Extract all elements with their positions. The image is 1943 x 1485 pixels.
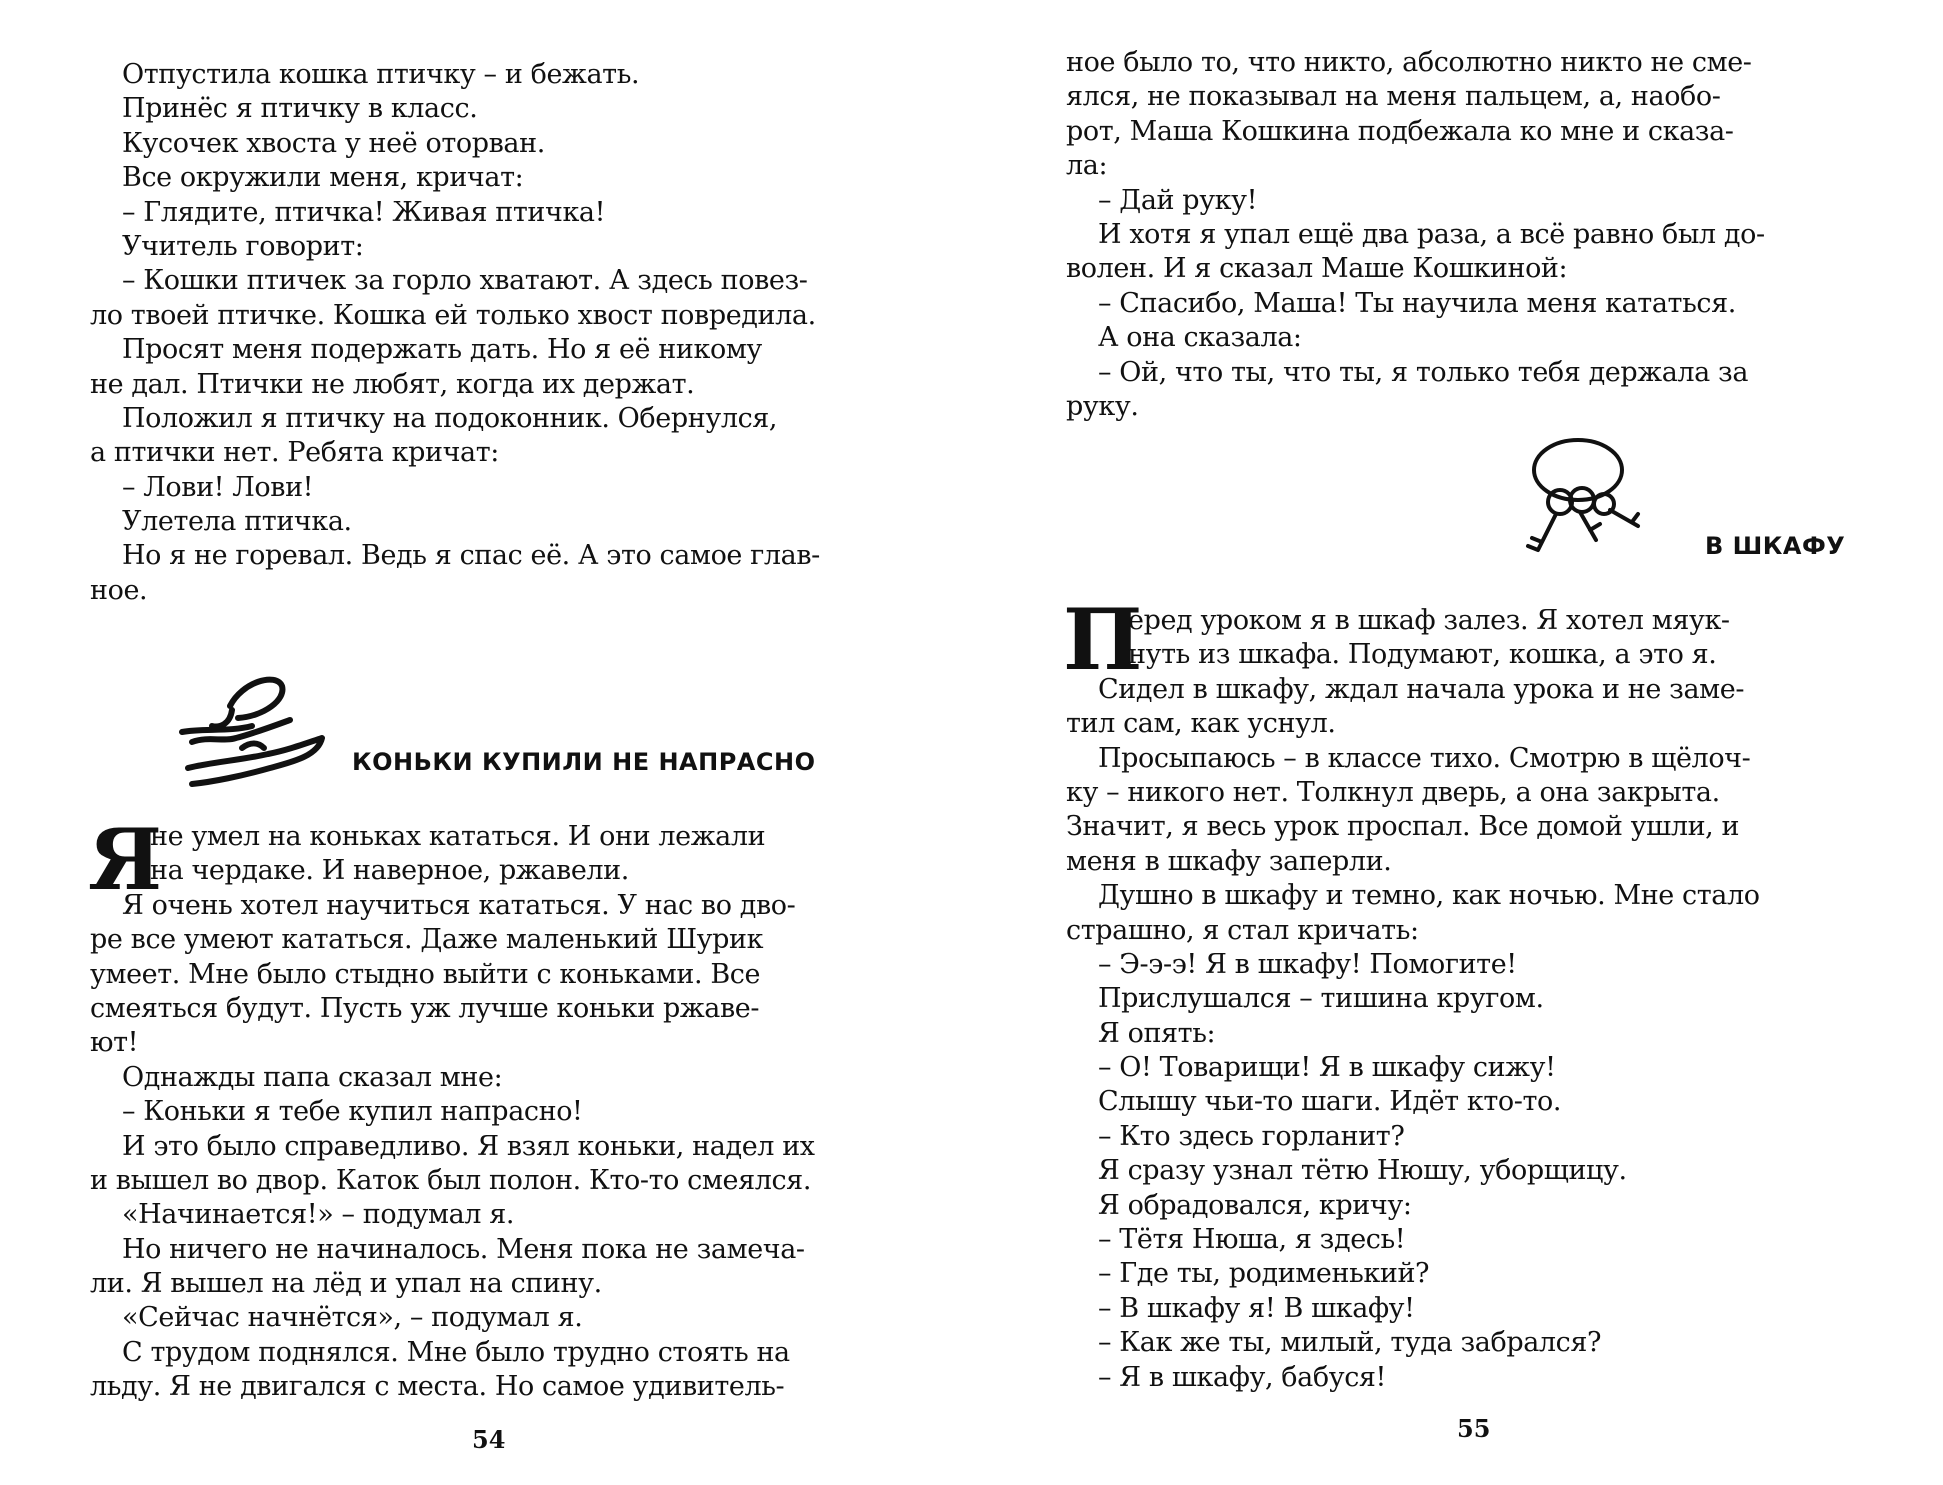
- text-line: ют!: [90, 1027, 139, 1059]
- skates-illustration: [172, 672, 332, 792]
- text-line: – Кошки птичек за горло хватают. А здесь повез-: [122, 265, 808, 297]
- text-line: Слышу чьи-то шаги. Идёт кто-то.: [1098, 1086, 1562, 1118]
- text-line: – Как же ты, милый, туда забрался?: [1098, 1327, 1602, 1359]
- drop-cap: Я: [88, 810, 163, 909]
- text-line: – В шкафу я! В шкафу!: [1098, 1292, 1415, 1324]
- text-line: – О! Товарищи! Я в шкафу сижу!: [1098, 1052, 1556, 1084]
- left-page-top-text: [90, 58, 820, 608]
- page-number-left: 54: [472, 1425, 506, 1454]
- text-line: – Я в шкафу, бабуся!: [1098, 1361, 1387, 1393]
- story-title-skates: КОНЬКИ КУПИЛИ НЕ НАПРАСНО: [352, 748, 816, 776]
- text-line: ку – никого нет. Толкнул дверь, а она закрыта.: [1066, 776, 1720, 808]
- text-line: ло твоей птичке. Кошка ей только хвост повредила.: [90, 299, 816, 331]
- text-line: Принёс я птичку в класс.: [122, 93, 478, 125]
- text-line: ла:: [1066, 150, 1108, 182]
- text-line: И это было справедливо. Я взял коньки, надел их: [122, 1130, 815, 1162]
- text-line: Душно в шкафу и темно, как ночью. Мне стало: [1098, 880, 1760, 912]
- text-line: – Э-э-э! Я в шкафу! Помогите!: [1098, 948, 1517, 980]
- text-line: – Глядите, птичка! Живая птичка!: [122, 196, 606, 228]
- keys-illustration: [1520, 430, 1650, 570]
- text-line: Но я не горевал. Ведь я спас её. А это самое глав-: [122, 540, 820, 572]
- text-line: – Где ты, родименький?: [1098, 1258, 1430, 1290]
- text-line: умеет. Мне было стыдно выйти с коньками. Все: [90, 958, 761, 990]
- text-line: руку.: [1066, 390, 1139, 422]
- text-line: Просят меня подержать дать. Но я её никому: [122, 334, 762, 366]
- text-line: Просыпаюсь – в классе тихо. Смотрю в щёлоч-: [1098, 742, 1751, 774]
- text-line: ное.: [90, 574, 148, 606]
- text-line: ре все умеют кататься. Даже маленький Шурик: [90, 924, 764, 956]
- text-line: – Лови! Лови!: [122, 471, 314, 503]
- text-line: Сидел в шкафу, ждал начала урока и не заме-: [1098, 673, 1745, 705]
- text-line: тил сам, как уснул.: [1066, 708, 1336, 740]
- text-line: Однажды папа сказал мне:: [122, 1061, 503, 1093]
- text-line: волен. И я сказал Маше Кошкиной:: [1066, 253, 1568, 285]
- text-line: Учитель говорит:: [122, 230, 364, 262]
- text-line: Все окружили меня, кричат:: [122, 162, 524, 194]
- text-line: – Дай руку!: [1098, 184, 1258, 216]
- text-line: меня в шкафу заперли.: [1066, 845, 1392, 877]
- text-line: – Кто здесь горланит?: [1098, 1120, 1405, 1152]
- text-line: на чердаке. И наверное, ржавели.: [150, 855, 629, 887]
- left-page-story-text: [88, 810, 815, 1405]
- text-line: – Тётя Нюша, я здесь!: [1098, 1224, 1406, 1256]
- text-line: Я сразу узнал тётю Нюшу, уборщицу.: [1098, 1155, 1627, 1187]
- text-line: ли. Я вышел на лёд и упал на спину.: [90, 1268, 602, 1300]
- text-line: льду. Я не двигался с места. Но самое удивитель-: [90, 1371, 785, 1403]
- drop-cap: П: [1063, 590, 1143, 689]
- text-line: Я очень хотел научиться кататься. У нас во дво-: [122, 889, 796, 921]
- right-page: [971, 0, 1943, 1485]
- left-page: [0, 0, 971, 1485]
- text-line: Значит, я весь урок проспал. Все домой ушли, и: [1066, 811, 1740, 843]
- text-line: Я опять:: [1098, 1017, 1216, 1049]
- text-line: не дал. Птички не любят, когда их держат.: [90, 368, 695, 400]
- text-line: рот, Маша Кошкина подбежала ко мне и сказа-: [1066, 115, 1734, 147]
- text-line: страшно, я стал кричать:: [1066, 914, 1419, 946]
- text-line: «Начинается!» – подумал я.: [122, 1199, 515, 1231]
- text-line: – Коньки я тебе купил напрасно!: [122, 1096, 583, 1128]
- text-line: смеяться будут. Пусть уж лучше коньки ржаве-: [90, 992, 760, 1024]
- text-line: Улетела птичка.: [122, 506, 352, 538]
- text-line: нуть из шкафа. Подумают, кошка, а это я.: [1128, 639, 1717, 671]
- text-line: и вышел во двор. Каток был полон. Кто-то смеялся.: [90, 1164, 812, 1196]
- text-line: С трудом поднялся. Мне было трудно стоять на: [122, 1336, 790, 1368]
- text-line: А она сказала:: [1098, 322, 1302, 354]
- text-line: ное было то, что никто, абсолютно никто не сме-: [1066, 47, 1752, 78]
- text-line: И хотя я упал ещё два раза, а всё равно был до-: [1098, 218, 1765, 250]
- text-line: Положил я птичку на подоконник. Обернулся,: [122, 402, 778, 434]
- text-line: Я обрадовался, кричу:: [1098, 1189, 1412, 1221]
- text-line: «Сейчас начнётся», – подумал я.: [122, 1302, 583, 1334]
- text-line: ялся, не показывал на меня пальцем, а, наобо-: [1066, 81, 1721, 113]
- text-line: Отпустила кошка птичку – и бежать.: [122, 59, 640, 90]
- text-line: Прислушался – тишина кругом.: [1098, 983, 1544, 1015]
- story-title-cupboard: В ШКАФУ: [1705, 532, 1846, 560]
- text-line: Кусочек хвоста у неё оторван.: [122, 127, 545, 159]
- text-line: еред уроком я в шкаф залез. Я хотел мяук-: [1128, 605, 1730, 636]
- page-number-right: 55: [1457, 1414, 1491, 1443]
- text-line: – Ой, что ты, что ты, я только тебя держала за: [1098, 356, 1749, 388]
- text-line: не умел на коньках кататься. И они лежали: [150, 821, 766, 852]
- text-line: а птички нет. Ребята кричат:: [90, 437, 499, 469]
- right-page-top-text: [1066, 46, 1765, 424]
- text-line: Но ничего не начиналось. Меня пока не замеча-: [122, 1233, 805, 1265]
- right-page-story-text: [1066, 604, 1760, 1395]
- text-line: – Спасибо, Маша! Ты научила меня кататься.: [1098, 287, 1736, 319]
